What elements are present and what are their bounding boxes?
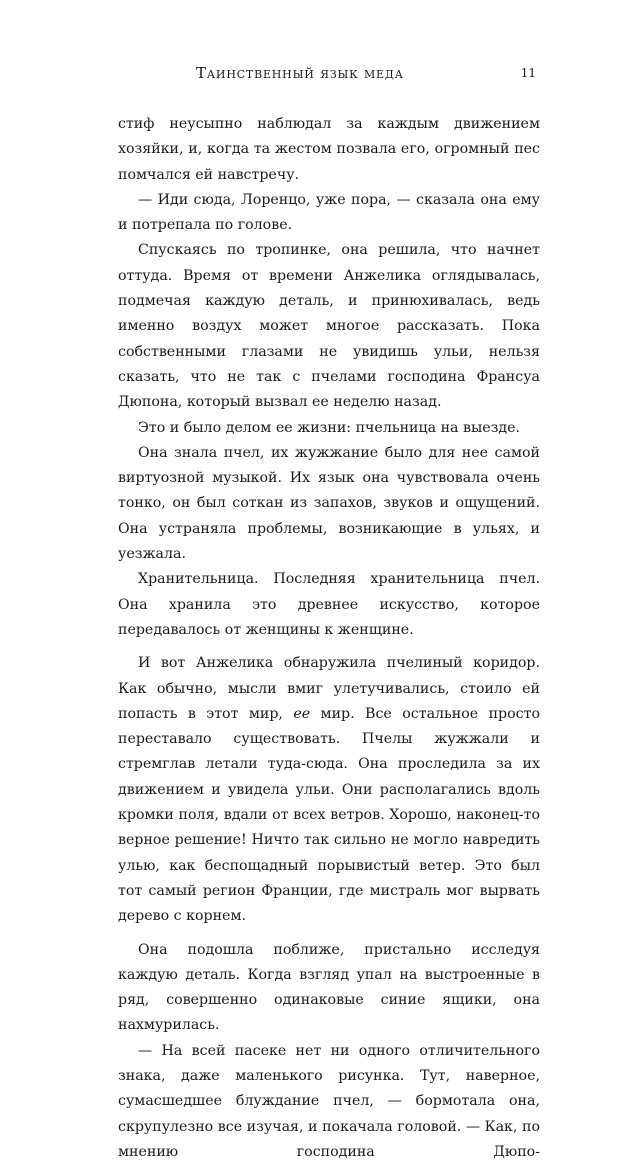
paragraph: Спускаясь по тропинке, она решила, что начнет оттуда. Время от времени Анжелика оглядывалась, подмечая каждую деталь, и принюхивалась, ведь именно воздух может многое рассказать. Пока собственными глазами не увидишь ульи, нельзя сказать, что не так с пчелами господина Франсуа Дюпона, который вызвал ее неделю назад. [118,242,540,411]
running-head [118,64,540,86]
paragraph: стиф неусыпно наблюдал за каждым движением хозяйки, и, когда та жестом позвала его, огромный пес помчался ей навстречу. [118,116,540,183]
paragraph-text: мир. Все остальное просто переставало существовать. Пчелы жужжали и стремглав летали туда-сюда. Она проследила за их движением и увидела ульи. Они располагались вдоль кромки поля, вдали от всех ветров. Хорошо, наконец-то верное решение! Ничто так сильно не могло навредить улью, как беспощадный порывистый ветер. Это был тот самый регион Франции, где мистраль мог вырвать дерево с корнем. [118,705,540,925]
page-number: 11 [520,66,536,80]
paragraph: Хранительница. Последняя хранительница пчел. Она хранила это древнее искусство, которое передавалось от женщины к женщине. [118,571,540,638]
body-text [118,112,540,1165]
paragraph: — На всей пасеке нет ни одного отличительного знака, даже маленького рисунка. Тут, наверное, сумасшедшее блуждание пчел, — бормотала она, скрупулезно все изучая, и покачала головой. — Как, по мнению господина Дюпо- [118,1042,540,1160]
paragraph: Она знала пчел, их жужжание было для нее самой виртуозной музыкой. Их язык она чувствовала очень тонко, он был соткан из запахов, звуков и ощущений. Она устраняла проблемы, возникающие в ульях, и уезжала. [118,444,540,563]
paragraph: Она подошла поближе, пристально исследуя каждую деталь. Когда взгляд упал на выстроенные в ряд, совершенно одинаковые синие ящики, она нахмурилась. [118,941,540,1034]
paragraph-text: И вот Анжелика обнаружила пчелиный коридор. Как обычно, мысли вмиг улетучивались, стоило ей попасть в этот мир, [118,655,540,722]
paragraph [118,651,540,929]
paragraph: — Иди сюда, Лоренцо, уже пора, — сказала она ему и потрепала по голове. [118,191,540,234]
paragraph: Это и было делом ее жизни: пчельница на выезде. [138,419,521,436]
running-title: Таинственный язык меда [196,64,404,82]
emphasis-text: ее [293,705,311,722]
